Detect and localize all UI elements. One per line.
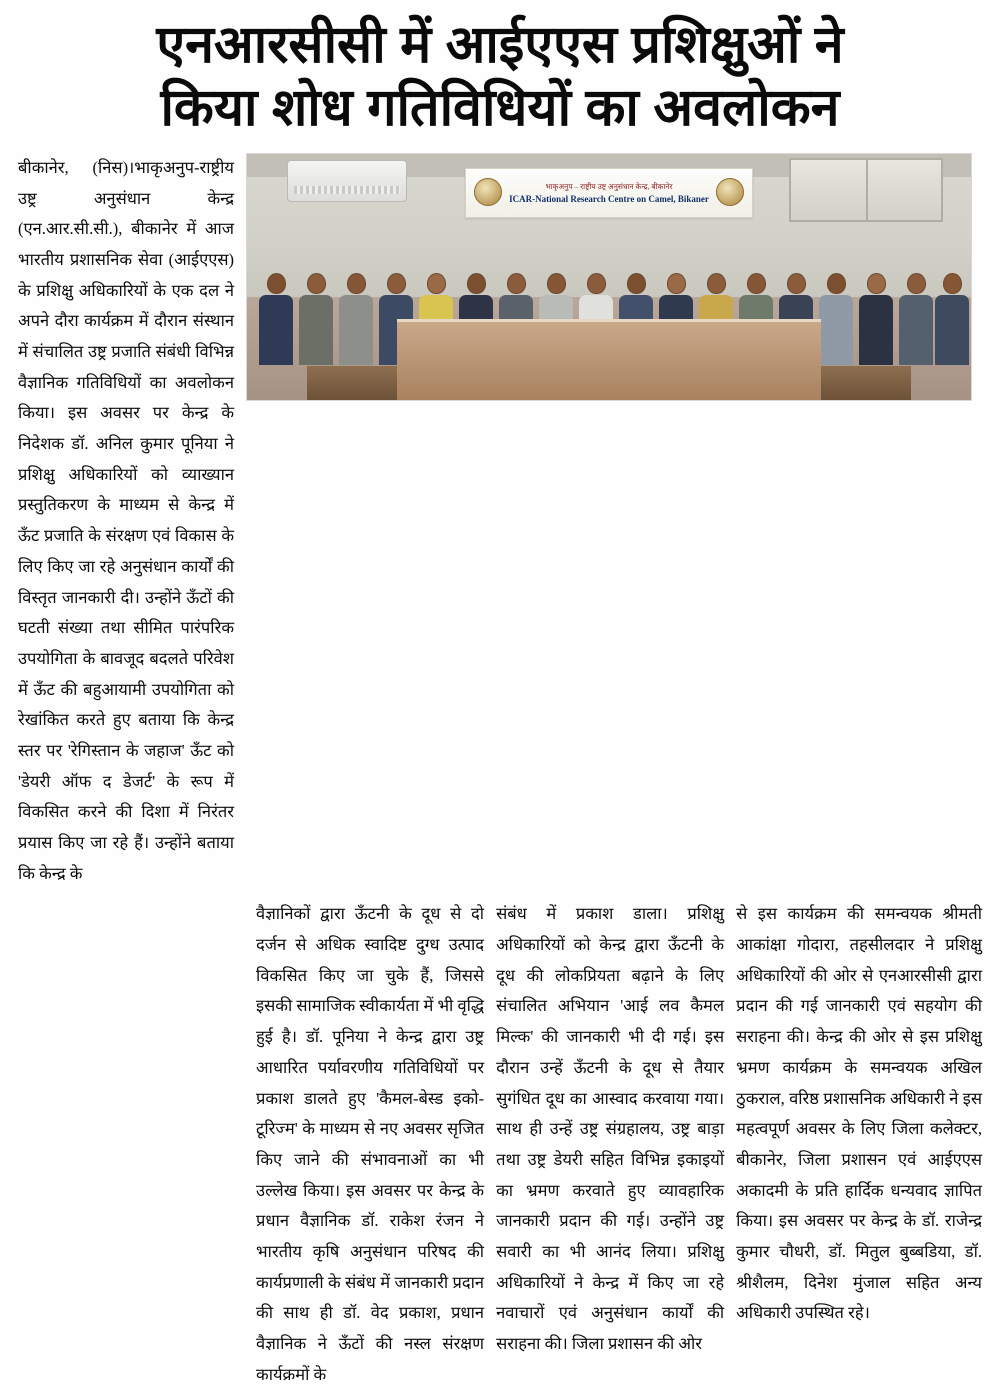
page-title bbox=[18, 14, 982, 141]
article-paragraph-2: वैज्ञानिकों द्वारा ऊँटनी के दूध से दो दर्जन से अधिक स्वादिष्ट दुग्ध उत्पाद विकसित किए जा चुके हैं, जिससे इसकी सामाजिक स्वीकार्यता में भी वृद्धि हुई है। डॉ. पूनिया ने केन्द्र द्वारा उष्ट्र आधारित पर्यावरणीय गतिविधियों पर प्रकाश डालते हुए 'कैमल-बेस्ड इको-टूरिज्म' के माध्यम से नए अवसर सृजित किए जाने की संभावनाओं का भी उल्लेख किया। इस अवसर पर केन्द्र के प्रधान वैज्ञानिक डॉ. राकेश रंजन ने भारतीय कृषि अनुसंधान परिषद की कार्यप्रणाली के संबंध में जानकारी प्रदान की साथ ही डॉ. वेद प्रकाश, प्रधान वैज्ञानिक ने ऊँटों की नस्ल संरक्षण कार्यक्रमों के bbox=[256, 904, 485, 1384]
icar-logo-right-icon bbox=[716, 178, 744, 206]
banner-line-english: ICAR-National Research Centre on Camel, Bikaner bbox=[509, 193, 709, 204]
window-shape bbox=[789, 158, 943, 222]
air-conditioner-icon bbox=[287, 160, 407, 202]
article-paragraph-3: संबंध में प्रकाश डाला। प्रशिक्षु अधिकारियों को केन्द्र द्वारा ऊँटनी के दूध की लोकप्रियता बढ़ाने के लिए संचालित अभियान 'आई लव कैमल मिल्क' की जानकारी भी दी गई। इस दौरान उन्हें ऊँटनी के दूध से तैयार सुगंधित दूध का आस्वाद करवाया गया। साथ ही उन्हें उष्ट्र संग्रहालय, उष्ट्र बाड़ा तथा उष्ट्र डेयरी सहित विभिन्न इकाइयों का भ्रमण करवाते हुए व्यावहारिक जानकारी प्रदान की गई। उन्होंने उष्ट्र सवारी का भी आनंद लिया। प्रशिक्षु अधिकारियों ने केन्द्र में किए जा रहे नवाचारों एवं अनुसंधान कार्यों की सराहना की। जिला प्रशासन की ओर bbox=[496, 904, 725, 1353]
icar-logo-left-icon bbox=[474, 178, 502, 206]
article-column-4 bbox=[736, 899, 982, 1329]
banner-line-hindi: भाकृअनुप – राष्ट्रीय उष्ट्र अनुसंधान केन्द्र, बीकानेर bbox=[545, 181, 673, 191]
article-column-3 bbox=[496, 899, 736, 1359]
event-banner bbox=[465, 168, 753, 218]
headline-line-2: किया शोध गतिविधियों का अवलोकन bbox=[160, 79, 840, 138]
article-top-block bbox=[18, 153, 982, 890]
article-paragraph-4: से इस कार्यक्रम की समन्वयक श्रीमती आकांक्षा गोदारा, तहसीलदार ने प्रशिक्षु अधिकारियों की ओर से एनआरसीसी द्वारा प्रदान की गई जानकारी एवं सहयोग की सराहना की। केन्द्र की ओर से इस प्रशिक्षु भ्रमण कार्यक्रम के समन्वयक अखिल ठुकराल, वरिष्ठ प्रशासनिक अधिकारी ने इस महत्वपूर्ण अवसर के लिए जिला कलेक्टर, बीकानेर, जिला प्रशासन एवं आईएएस अकादमी के प्रति हार्दिक धन्यवाद ज्ञापित किया। इस अवसर पर केन्द्र के डॉ. राजेन्द्र कुमार चौधरी, डॉ. मितुल बुब्बडिया, डॉ. श्रीशैलम, दिनेश मुंजाल सहित अन्य अधिकारी उपस्थित रहे। bbox=[736, 904, 982, 1323]
article-paragraph-1: बीकानेर, (निस)।भाकृअनुप-राष्ट्रीय उष्ट्र अनुसंधान केन्द्र (एन.आर.सी.सी.), बीकानेर में आज भारतीय प्रशासनिक सेवा (आईएएस) के प्रशिक्षु अधिकारियों के एक दल ने अपने दौरा कार्यक्रम में दौरान संस्थान में संचालित उष्ट्र प्रजाति संबंधी विभिन्न वैज्ञानिक गतिविधियों का अवलोकन किया। इस अवसर पर केन्द्र के निदेशक डॉ. अनिल कुमार पूनिया ने प्रशिक्षु अधिकारियों को व्याख्यान प्रस्तुतिकरण के माध्यम से केन्द्र में ऊँट प्रजाति के संरक्षण एवं विकास के लिए किए जा रहे अनुसंधान कार्यों की विस्तृत जानकारी दी। उन्होंने ऊँटों की घटती संख्या तथा सीमित पारंपरिक उपयोगिता के बावजूद बदलते परिवेश में ऊँट की बहुआयामी उपयोगिता को रेखांकित करते हुए बताया कि केन्द्र स्तर पर 'रेगिस्तान के जहाज' ऊँट को 'डेयरी ऑफ द डेजर्ट' के रूप में विकसित करने की दिशा में निरंतर प्रयास किए जा रहे हैं। उन्होंने बताया कि केन्द्र के bbox=[18, 157, 234, 883]
article-bottom-block bbox=[18, 899, 982, 1390]
article-column-2 bbox=[256, 899, 496, 1390]
article-photo-wrapper bbox=[246, 153, 972, 405]
photo-conference-table bbox=[397, 319, 821, 400]
headline-line-1: एनआरसीसी में आईएएस प्रशिक्षुओं ने bbox=[156, 16, 844, 74]
group-photo bbox=[246, 153, 972, 401]
article-column-1 bbox=[18, 153, 246, 890]
photo-caption-space bbox=[246, 401, 972, 405]
